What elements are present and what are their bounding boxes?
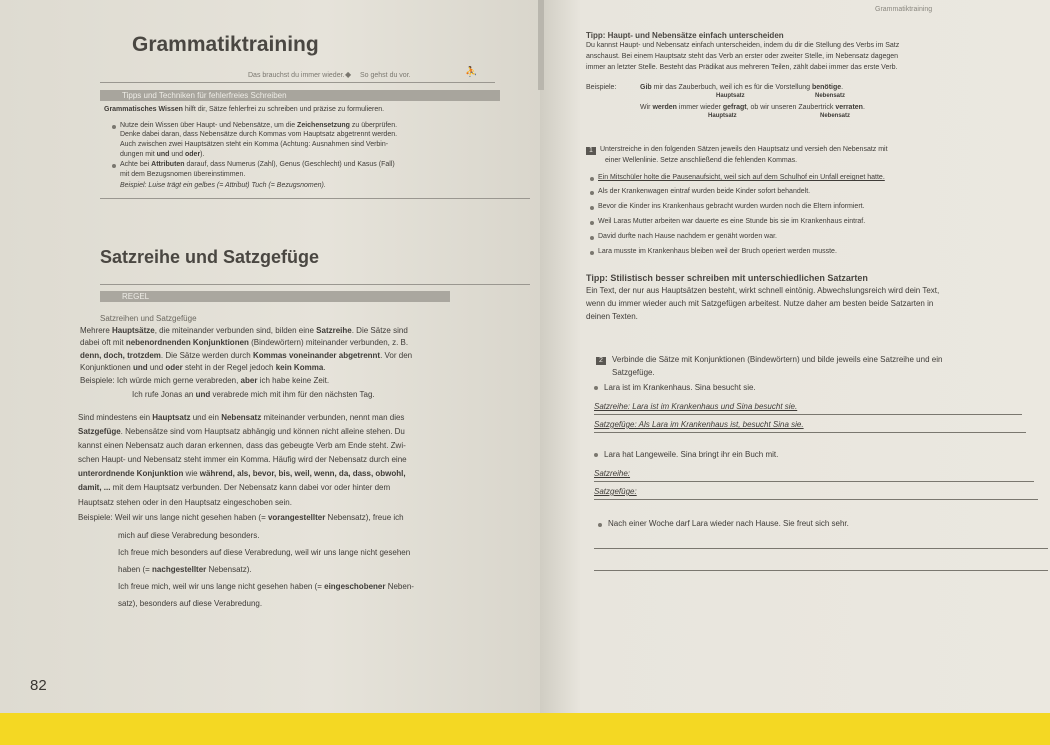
bullet-icon [590,221,594,225]
section-title: Satzreihe und Satzgefüge [100,247,320,267]
regel-top-rule [100,284,530,285]
answer-line[interactable] [594,432,1026,433]
header-title: Grammatiktraining [875,6,933,13]
task-1-item: Bevor die Kinder ins Krankenhaus gebracht wurden wurden noch die Eltern informiert. [598,203,865,210]
example-2: Wir werden immer wieder gefragt, ob wir unseren Zaubertrick verraten. [640,104,865,111]
bullet-icon [590,236,594,240]
task-1-item: Weil Laras Mutter arbeiten war dauerte es eine Stunde bis sie im Krankenhaus eintraf. [598,218,866,225]
regel-line-12: damit, ... mit dem Hauptsatz verbunden. Der Nebensatz kann dabei vor oder hinter dem [78,483,391,492]
book-spine [538,0,544,90]
exercise-c: Nach einer Woche darf Lara wieder nach Hause. Sie freut sich sehr. [608,519,849,528]
regel-line-11: unterordnende Konjunktion wie während, als, bevor, bis, weil, wenn, da, dass, obwohl, [78,469,406,478]
regel-line-13: Hauptsatz stehen oder in den Hauptsatz eingeschoben sein. [78,498,292,507]
bullet-icon [594,386,598,390]
answer-line[interactable] [594,481,1034,482]
regel-line-1: Mehrere Hauptsätze, die miteinander verbunden sind, bilden eine Satzreihe. Die Sätze sind [80,326,408,335]
regel-line-3: denn, doch, trotzdem. Die Sätze werden durch Kommas voneinander abgetrennt. Vor den [80,351,413,360]
regel-line-8: Satzgefüge. Nebensätze sind vom Hauptsatz abhängig und können nicht alleine stehen. Du [78,427,405,436]
arrow-icon: ◆ [345,70,352,79]
strip-left-text: Das brauchst du immer wieder. [248,72,345,79]
tips-p1: Grammatisches Wissen hilft dir, Sätze fehlerfrei zu schreiben und präzise zu formulieren. [104,106,385,113]
example-1: Gib mir das Zauberbuch, weil ich es für die Vorstellung benötige. [640,84,844,91]
task-1-line-1: Unterstreiche in den folgenden Sätzen jeweils den Hauptsatz und versieh den Nebensatz mit [600,146,888,153]
tip2-title: Tipp: Stilistisch besser schreiben mit unterschiedlichen Satzarten [586,273,868,283]
task-2-line-2: Satzgefüge. [612,368,655,377]
regel-line-19: satz), besonders auf diese Verabredung. [118,599,263,608]
answer-line[interactable] [594,570,1048,571]
regel-band: REGEL [100,291,450,302]
tip1-line-2: anschaust. Bei einem Hauptsatz steht das Verb an erster oder zweiter Stelle, im Nebensatz dagegen [586,53,899,60]
tips-bottom-rule [100,198,530,199]
tips-l4: dungen mit und und oder). [120,151,205,158]
answer-line[interactable] [594,414,1022,415]
tip2-line-1: Ein Text, der nur aus Hauptsätzen besteht, wirkt schnell eintönig. Abwechslungsreich wird dein Text, [586,286,940,295]
tips-l2: Denke dabei daran, dass Nebensätze durch Kommas vom Hauptsatz abgetrennt werden. [120,131,398,138]
task-1-item: Lara musste im Krankenhaus bleiben weil der Bruch operiert werden musste. [598,248,837,255]
task-1-item: David durfte nach Hause nachdem er genäht worden war. [598,233,777,240]
regel-line-16: Ich freue mich besonders auf diese Verabredung, weil wir uns lange nicht gesehen [118,548,411,557]
tip1-line-1: Du kannst Haupt- und Nebensatz einfach unterscheiden, indem du dir die Stellung des Verbs im Satz [586,42,900,49]
regel-line-10: schen Haupt- und Nebensatz steht immer ein Komma. Häufig wird der Nebensatz durch eine [78,455,407,464]
tips-l3: Auch zwischen zwei Hauptsätzen steht ein Komma (Achtung: Ausnahmen sind Verbin- [120,141,389,148]
bullet-icon [594,453,598,457]
regel-line-6: Ich rufe Jonas an und verabrede mich mit ihm für den nächsten Tag. [132,390,375,399]
beispiele-label: Beispiele: [586,84,617,91]
answer-line[interactable] [594,499,1038,500]
bullet-icon [590,191,594,195]
tips-band: Tipps und Techniken für fehlerfreies Schreiben [100,90,500,101]
regel-line-14: Beispiele: Weil wir uns lange nicht gesehen haben (= vorangestellter Nebensatz), freue ich [78,513,404,522]
regel-line-17: haben (= nachgestellter Nebensatz). [118,565,252,574]
exercise-b: Lara hat Langeweile. Sina bringt ihr ein Buch mit. [604,450,779,459]
page-number: 82 [30,677,47,694]
yellow-background [0,713,1050,745]
tip2-line-2: wenn du immer wieder auch mit Satzgefügen arbeitest. Nutze daher am besten beide Satzarten in [586,299,934,308]
tips-l7: Beispiel: Luise trägt ein gelbes (= Attribut) Tuch (= Bezugsnomen). [120,182,326,189]
strip-divider [100,82,495,83]
bullet-icon [590,206,594,210]
tips-b2: Achte bei Attributen darauf, dass Numerus (Zahl), Genus (Geschlecht) und Kasus (Fall) [120,161,395,168]
tips-b1: Nutze dein Wissen über Haupt- und Nebensätze, um die Zeichensetzung zu überprüfen. [120,122,398,129]
tip1-title: Tipp: Haupt- und Nebensätze einfach unterscheiden [586,31,784,40]
example-1-label-hauptsatz: Hauptsatz [716,93,745,99]
task-2-badge: 2 [596,357,606,365]
example-1-label-nebensatz: Nebensatz [815,93,846,99]
regel-line-4: Konjunktionen und und oder steht in der Regel jedoch kein Komma. [80,363,326,372]
exercise-a-satzgefuege[interactable]: Satzgefüge: Als Lara im Krankenhaus ist, besucht Sina sie. [594,420,804,429]
exercise-a-satzreihe[interactable]: Satzreihe: Lara ist im Krankenhaus und Sina besucht sie. [594,402,798,411]
exercise-b-satzgefuege[interactable]: Satzgefüge: [594,487,637,496]
regel-line-7: Sind mindestens ein Hauptsatz und ein Nebensatz miteinander verbunden, nennt man dies [78,413,405,422]
exercise-b-satzreihe[interactable]: Satzreihe: [594,469,631,478]
bullet-icon [590,251,594,255]
page-title: Grammatiktraining [132,33,319,56]
bullet-icon [598,523,602,527]
tips-l6: mit dem Bezugsnomen übereinstimmen. [120,171,246,178]
exercise-a: Lara ist im Krankenhaus. Sina besucht sie. [604,383,756,392]
example-2-label-hauptsatz: Hauptsatz [708,113,737,119]
strip-right-text: So gehst du vor. [360,72,411,79]
regel-line-15: mich auf diese Verabredung besonders. [118,531,260,540]
example-2-label-nebensatz: Nebensatz [820,113,851,119]
regel-line-18: Ich freue mich, weil wir uns lange nicht gesehen haben (= eingeschobener Neben- [118,582,414,591]
tip1-line-3: immer an letzter Stelle. Besteht das Prädikat aus mehreren Teilen, zählt dabei immer das erste Verb. [586,64,898,71]
regel-line-2: dabei oft mit nebenordnenden Konjunktionen (Bindewörtern) miteinander verbunden, z. B. [80,338,409,347]
bullet-icon [112,125,116,129]
task-1-item: Ein Mitschüler holte die Pausenaufsicht, weil sich auf dem Schulhof ein Unfall ereignet hatte. [598,174,885,181]
bullet-icon [590,177,594,181]
bullet-icon [112,164,116,168]
task-1-item: Als der Krankenwagen eintraf wurden beide Kinder sofort behandelt. [598,188,811,195]
task-1-line-2: einer Wellenlinie. Setze anschließend die fehlenden Kommas. [605,157,798,164]
tip2-line-3: deinen Texten. [586,312,638,321]
regel-subtitle: Satzreihen und Satzgefüge [100,314,197,323]
regel-line-9: kannst einen Nebensatz auch daran erkennen, dass das gebeugte Verb am Ende steht. Zwi- [78,441,406,450]
task-2-line-1: Verbinde die Sätze mit Konjunktionen (Bindewörtern) und bilde jeweils eine Satzreihe und ein [612,355,943,364]
regel-line-5: Beispiele: Ich würde mich gerne verabreden, aber ich habe keine Zeit. [80,376,330,385]
answer-line[interactable] [594,548,1048,549]
task-1-badge: 1 [586,147,596,155]
running-figure-icon: ⛹ [465,67,478,78]
